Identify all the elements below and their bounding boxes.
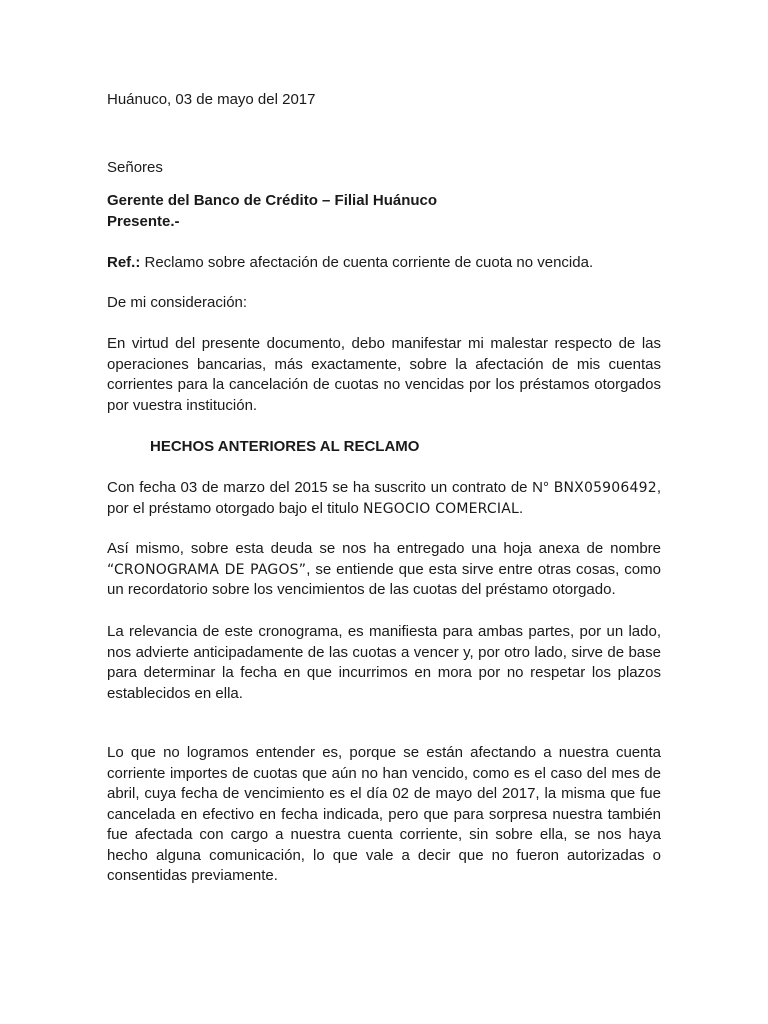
schedule-name: “CRONOGRAMA DE PAGOS”	[107, 561, 307, 578]
paragraph-schedule-text-a: Así mismo, sobre esta deuda se nos ha entregado una hoja anexa de nombre	[107, 540, 661, 557]
paragraph-schedule-text-b: , se entiende que esta sirve entre otras cosas, como un recordatorio sobre los vencimientos de las cuotas del préstamo otorgado.	[107, 560, 661, 598]
paragraph-complaint: Lo que no logramos entender es, porque se están afectando a nuestra cuenta corriente importes de cuotas que aún no han vencido, como es el caso del mes de abril, cuya fecha de vencimiento es el día 02 de mayo del 2017, la misma que fue cancelada en efectivo en fecha indicada, pero que para sorpresa nuestra también fue afectada con cargo a nuestra cuenta corriente, sin sobre ella, se nos haya hecho alguna comunicación, lo que vale a decir que no fueron autorizadas o consentidas previamente.	[107, 744, 661, 884]
section-heading: HECHOS ANTERIORES AL RECLAMO	[150, 438, 420, 455]
paragraph-schedule	[107, 539, 661, 601]
paragraph-contract-text-b: , por el préstamo otorgado bajo el titulo	[107, 479, 661, 517]
reference-line	[107, 253, 593, 273]
greeting: De mi consideración:	[107, 294, 248, 311]
place-date: Huánuco, 03 de mayo del 2017	[107, 91, 316, 108]
contract-number: BNX05906492	[553, 480, 657, 496]
recipient-line-2: Presente.-	[107, 213, 180, 230]
reference-text: Reclamo sobre afectación de cuenta corriente de cuota no vencida.	[140, 254, 594, 271]
paragraph-contract-text-a: Con fecha 03 de marzo del 2015 se ha suscrito un contrato de N°	[107, 479, 554, 496]
loan-title: NEGOCIO COMERCIAL	[363, 500, 519, 517]
paragraph-relevance: La relevancia de este cronograma, es manifiesta para ambas partes, por un lado, nos advierte anticipadamente de las cuotas a vencer y, por otro lado, sirve de base para determinar la fecha en que incurrimos en mora por no respetar los plazos establecidos en ella.	[107, 623, 661, 702]
paragraph-contract	[107, 478, 661, 519]
recipient-line-1: Gerente del Banco de Crédito – Filial Huánuco	[107, 192, 438, 209]
reference-label: Ref.:	[107, 254, 141, 271]
intro-paragraph: En virtud del presente documento, debo manifestar mi malestar respecto de las operaciones bancarias, más exactamente, sobre la afectación de mis cuentas corrientes para la cancelación de cuotas no vencidas por los préstamos otorgados por vuestra institución.	[107, 335, 661, 414]
salutation: Señores	[107, 159, 163, 176]
paragraph-contract-text-c: .	[519, 499, 524, 517]
